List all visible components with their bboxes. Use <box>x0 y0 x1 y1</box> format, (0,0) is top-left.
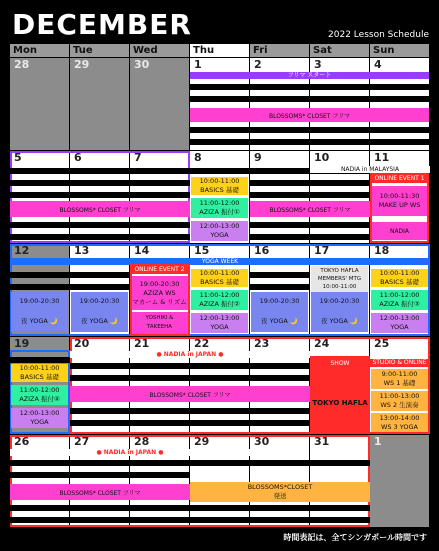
lesson-time: 19:00-20:30 <box>259 296 300 305</box>
stripe <box>250 234 370 240</box>
stripe <box>250 272 310 278</box>
lesson-time: 19:00-20:30 <box>139 279 180 288</box>
stripe <box>10 180 190 186</box>
lesson-label: BASICS 基礎 <box>380 278 419 286</box>
date-number: 20 <box>74 337 90 350</box>
night-yoga-time[interactable] <box>251 292 308 310</box>
lesson-time: 12:00-13:00 <box>379 314 420 322</box>
date-number: 10 <box>314 151 330 164</box>
ws1-lesson[interactable] <box>371 369 428 389</box>
basics-lesson[interactable] <box>11 364 68 382</box>
online-event-outline <box>370 173 429 243</box>
lesson-label: 夜 YOGA 🌙 <box>21 316 58 325</box>
date-number: 23 <box>254 337 270 350</box>
lesson-time: 12:00-13:00 <box>199 222 240 230</box>
nadia-event: NADIA <box>371 222 428 240</box>
nadia-malaysia-bar: NADIA in MALAYSIA <box>310 166 430 173</box>
lesson-label: YOGA <box>390 323 409 331</box>
basics-lesson[interactable] <box>371 269 428 287</box>
date-number: 28 <box>134 435 150 448</box>
lesson-label: AZIZA 振付② <box>199 300 240 308</box>
event-label: TAKEEHA <box>146 324 173 330</box>
date-number: 13 <box>74 244 90 257</box>
schedule-subtitle: 2022 Lesson Schedule <box>328 30 429 40</box>
nadia-japan-bar: ● NADIA in JAPAN ● <box>70 351 310 358</box>
lesson-time: 10:00-11:30 <box>379 192 420 200</box>
night-yoga-lesson[interactable] <box>251 310 308 332</box>
lesson-time: 10:00-11:00 <box>379 269 420 277</box>
date-number: 21 <box>134 337 150 350</box>
stripe <box>70 420 310 426</box>
stripe <box>10 192 190 198</box>
stripe <box>10 357 70 363</box>
closet-shipping-bar <box>190 482 370 502</box>
date-number: 29 <box>74 58 90 71</box>
stripe <box>70 375 310 381</box>
event-label: BLOSSOMS*CLOSET <box>247 483 313 491</box>
fleamarket-start-bar: フリマ スタート <box>190 72 429 79</box>
day-cell <box>10 58 69 150</box>
weekday-tue: Tue <box>70 44 129 57</box>
stripe <box>250 192 370 198</box>
date-number: 29 <box>194 435 210 448</box>
date-number: 31 <box>314 435 330 448</box>
tokyo-hafla-mtg[interactable] <box>311 266 368 292</box>
lesson-label: WS 1 基礎 <box>383 379 416 387</box>
lesson-time: 19:00-20:30 <box>79 296 120 305</box>
lesson-label: 夜 YOGA 🌙 <box>321 316 358 325</box>
weekday-wed: Wed <box>130 44 189 57</box>
night-yoga-lesson[interactable] <box>71 310 128 332</box>
date-number: 15 <box>194 244 210 257</box>
yoga-week-bar: YOGA WEEK <box>10 258 430 265</box>
nadia-japan-bar: ● NADIA in JAPAN ● <box>10 449 250 456</box>
studio-online-badge: STUDIO & ONLINE <box>370 359 429 367</box>
lesson-time: 19:00-20:30 <box>19 296 60 305</box>
yoga-lesson[interactable] <box>11 408 68 428</box>
night-yoga-time[interactable] <box>71 292 128 310</box>
yoga-lesson[interactable] <box>191 313 248 333</box>
stripe <box>250 222 370 228</box>
date-number: 11 <box>374 151 390 164</box>
blossoms-closet-bar: BLOSSOMS* CLOSET フリマ <box>190 108 429 122</box>
lesson-time: 11:00-13:00 <box>379 392 420 400</box>
stripe <box>190 127 429 133</box>
lesson-label: MAKE UP WS <box>378 201 421 209</box>
lesson-sub: マカーム & リズム <box>132 297 187 306</box>
lesson-label: BASICS 基礎 <box>200 186 239 194</box>
stripe <box>10 460 370 466</box>
timezone-note: 時間表記は、全てシンガポール時間です <box>283 533 427 542</box>
aziza-lesson[interactable] <box>11 385 68 405</box>
event-sub: 発送 <box>273 492 287 500</box>
blossoms-closet-bar: BLOSSOMS* CLOSET フリマ <box>10 201 190 217</box>
aziza-lesson[interactable] <box>371 290 428 310</box>
date-number: 8 <box>194 151 202 164</box>
date-number: 18 <box>374 244 390 257</box>
lesson-time: 19:00-20:30 <box>319 296 360 305</box>
date-number: 30 <box>134 58 150 71</box>
night-yoga-lesson[interactable] <box>311 310 368 332</box>
event-label: MEMBERS' MTG <box>317 276 362 282</box>
weekday-mon: Mon <box>10 44 69 57</box>
lesson-time: 12:00-13:00 <box>199 314 240 322</box>
lesson-label: AZIZA 振付① <box>199 208 240 216</box>
online-event-outline <box>130 264 190 336</box>
lesson-time: 11:00-12:00 <box>199 291 240 299</box>
stripe <box>70 408 310 414</box>
day-cell <box>70 58 129 150</box>
yoga-lesson[interactable] <box>371 313 428 333</box>
lesson-time: 10:00-11:00 <box>19 364 60 372</box>
show-label: SHOW <box>330 360 350 367</box>
stripe <box>10 472 190 478</box>
lesson-label: AZIZA 振付④ <box>19 395 60 403</box>
date-number: 22 <box>194 337 210 350</box>
stripe <box>190 96 429 102</box>
date-number: 28 <box>14 58 30 71</box>
date-number: 12 <box>14 244 30 257</box>
date-number: 1 <box>374 435 382 448</box>
lesson-label: YOGA <box>210 323 229 331</box>
lesson-time: 11:00-12:00 <box>199 199 240 207</box>
ws3-lesson[interactable] <box>371 413 428 432</box>
lesson-time: 10:00-11:00 <box>199 177 240 185</box>
lesson-label: WS 2 生演奏 <box>380 401 419 409</box>
stripe <box>10 505 370 511</box>
tokyo-hafla-label: TOKYO HAFLA <box>312 399 368 407</box>
date-number: 3 <box>314 58 322 71</box>
lesson-time: 9:00-11:00 <box>381 370 418 378</box>
blossoms-closet-bar: BLOSSOMS* CLOSET フリマ <box>70 386 310 402</box>
lesson-time: 13:00-14:00 <box>379 413 420 422</box>
night-yoga-lesson[interactable] <box>11 310 68 332</box>
basics-lesson[interactable] <box>191 177 248 195</box>
date-number: 27 <box>74 435 90 448</box>
lesson-time: 12:00-13:00 <box>19 409 60 417</box>
stripe <box>10 222 190 228</box>
date-number: 1 <box>194 58 202 71</box>
lesson-time: 11:00-12:00 <box>379 291 420 299</box>
lesson-label: 夜 YOGA 🌙 <box>81 316 118 325</box>
lesson-label: BASICS 基礎 <box>200 278 239 286</box>
stripe <box>190 139 429 145</box>
date-number: 25 <box>374 337 390 350</box>
date-number: 6 <box>74 151 82 164</box>
lesson-time: 11:00-12:00 <box>19 386 60 394</box>
event-label: YOSHIKI & <box>145 315 174 321</box>
blossoms-closet-bar: BLOSSOMS* CLOSET フリマ <box>250 201 370 217</box>
lesson-label: AZIZA WS <box>143 288 176 297</box>
stripe <box>10 517 370 523</box>
date-number: 30 <box>254 435 270 448</box>
event-label: TOKYO HAFLA <box>320 268 359 274</box>
stripe <box>70 363 310 369</box>
aziza-lesson[interactable] <box>191 198 248 218</box>
stripe <box>10 284 130 290</box>
basics-lesson[interactable] <box>191 269 248 287</box>
lesson-label: BASICS 基礎 <box>20 373 59 381</box>
stripe <box>250 180 370 186</box>
weekday-thu: Thu <box>190 44 249 57</box>
lesson-time: 10:00-11:00 <box>199 269 240 277</box>
lesson-label: YOGA <box>210 231 229 239</box>
date-number: 4 <box>374 58 382 71</box>
weekday-sat: Sat <box>310 44 369 57</box>
online-event-2-badge: ONLINE EVENT 2 <box>131 266 188 274</box>
stripe <box>10 272 130 278</box>
date-number: 17 <box>314 244 330 257</box>
date-number: 9 <box>254 151 262 164</box>
stripe <box>190 84 429 90</box>
date-number: 26 <box>14 435 30 448</box>
day-cell <box>370 435 429 527</box>
day-cell <box>130 58 189 150</box>
lesson-time: 10:00-11:00 <box>322 284 357 290</box>
stripe <box>10 234 190 240</box>
page-title: DECEMBER <box>12 8 192 41</box>
ws2-lesson[interactable] <box>371 391 428 411</box>
yoga-lesson[interactable] <box>191 221 248 241</box>
date-number: 16 <box>254 244 270 257</box>
stripe <box>250 284 310 290</box>
lesson-label: AZIZA 振付③ <box>379 300 420 308</box>
lesson-label: WS 3 YOGA <box>380 422 419 431</box>
night-yoga-time[interactable] <box>11 292 68 310</box>
lesson-label: YOGA <box>30 418 49 426</box>
date-number: 2 <box>254 58 262 71</box>
blossoms-closet-bar: BLOSSOMS* CLOSET フリマ <box>10 484 190 500</box>
date-number: 14 <box>134 244 150 257</box>
date-number: 5 <box>14 151 22 164</box>
date-number: 19 <box>14 337 30 350</box>
lesson-label: 夜 YOGA 🌙 <box>261 316 298 325</box>
online-event-1-badge: ONLINE EVENT 1 <box>370 175 429 183</box>
weekday-sun: Sun <box>370 44 429 57</box>
night-yoga-time[interactable] <box>311 292 368 310</box>
date-number: 7 <box>134 151 142 164</box>
weekday-fri: Fri <box>250 44 309 57</box>
date-number: 24 <box>314 337 330 350</box>
aziza-lesson[interactable] <box>191 290 248 310</box>
